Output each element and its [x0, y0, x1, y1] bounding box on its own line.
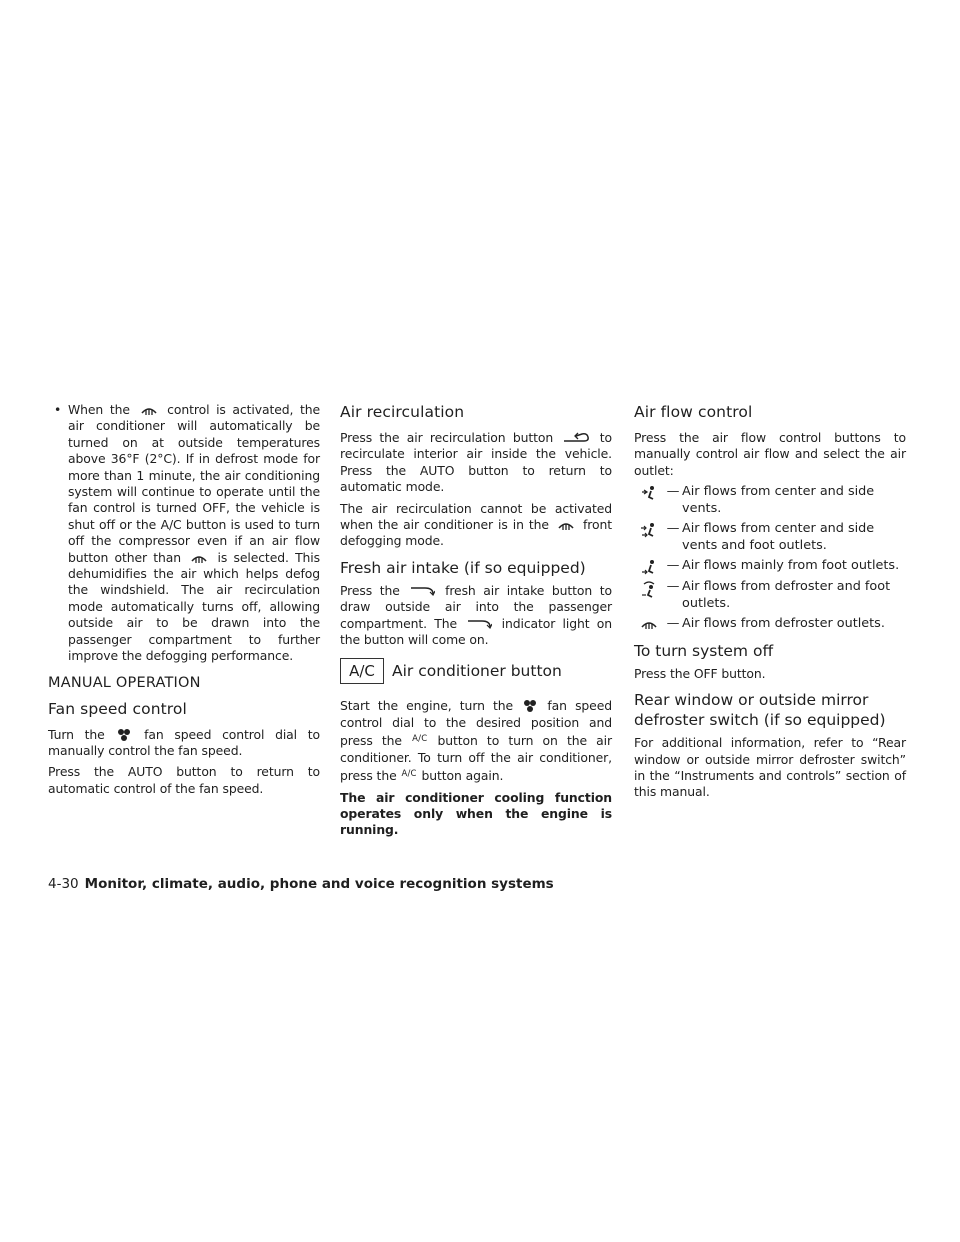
defrost-icon — [634, 616, 664, 631]
air-flow-item-text: Air flows from defroster outlets. — [682, 616, 885, 632]
air-flow-item-text: Air flows from center and side vents and foot outlets. — [682, 521, 875, 553]
ac-inline-icon: A/C — [401, 769, 417, 780]
fan-icon — [117, 728, 131, 742]
fan-speed-paragraph-1 — [48, 727, 320, 760]
air-flow-heading: Air flow control — [634, 403, 753, 421]
dash: — — [666, 579, 680, 595]
fresh-air-icon — [466, 617, 492, 631]
fresh-p1-post: indicator light on the button will come on. — [340, 615, 612, 648]
ac-paragraph — [340, 698, 612, 784]
rear-defroster-heading: Rear window or outside mirror defroster switch (if so equipped) — [634, 691, 886, 730]
page-number: 4-30 — [48, 876, 79, 892]
vent-foot-icon — [634, 558, 664, 575]
page-footer — [48, 876, 554, 892]
air-flow-item-text: Air flows from center and side vents. — [682, 484, 875, 516]
recirc-paragraph-2 — [340, 501, 612, 550]
vent-face-foot-icon — [634, 521, 664, 538]
recirc-p2-post: front defogging mode. — [340, 517, 612, 549]
dash: — — [666, 484, 680, 500]
ac-p1-post: button again. — [421, 768, 504, 784]
ac-heading — [340, 658, 612, 684]
air-flow-item-text: Air flows mainly from foot outlets. — [682, 558, 900, 574]
fan-speed-paragraph-2: Press the AUTO button to return to automatic control of the fan speed. — [48, 764, 320, 796]
defrost-icon — [556, 518, 576, 532]
fan-icon — [523, 699, 537, 713]
column-right — [634, 402, 906, 806]
bullet-text-pre: When the — [68, 402, 130, 417]
recirc-p1-pre: Press the air recirculation button — [340, 430, 554, 445]
fresh-p1-mid: fresh air intake button to draw outside air into the passenger compartment. The — [340, 582, 613, 631]
ac-p1-mid: fan speed control dial to the desired position and press the — [340, 698, 612, 749]
ac-inline-icon: A/C — [412, 734, 428, 745]
ac-button-icon: A/C — [340, 658, 384, 684]
bullet-text-post: is selected. This dehumidifies the air which helps defog the windshield. The air recirculation mode automatically turns off, allowing outside air to be drawn into the passenger compartment to further improve the defogging performance. — [68, 549, 320, 664]
dash: — — [666, 558, 680, 574]
rear-defroster-paragraph: For additional information, refer to “Rear window or outside mirror defroster switch” in the “Instruments and controls” section of this manual. — [634, 735, 906, 800]
recirculation-icon — [562, 431, 590, 445]
ac-p1-mid2: button to turn on the air conditioner. To turn off the air conditioner, press the — [340, 733, 612, 784]
vent-face-icon — [634, 484, 664, 501]
bullet-dot: • — [54, 402, 62, 417]
manual-operation-heading: MANUAL OPERATION — [48, 674, 201, 691]
section-title: Monitor, climate, audio, phone and voice recognition systems — [84, 876, 554, 892]
defrost-icon — [189, 551, 209, 565]
dash: — — [666, 616, 680, 632]
column-middle — [340, 402, 612, 844]
dash: — — [666, 521, 680, 537]
defrost-icon — [139, 403, 159, 417]
recirc-p1-post: to recirculate interior air inside the vehicle. Press the AUTO button to return to automatic mode. — [340, 430, 612, 495]
column-left — [48, 402, 320, 802]
air-flow-item — [634, 579, 906, 612]
air-flow-item — [634, 558, 906, 575]
air-flow-item — [634, 484, 906, 517]
air-flow-intro: Press the air flow control buttons to manually control air flow and select the air outlet: — [634, 430, 906, 478]
turn-off-paragraph: Press the OFF button. — [634, 665, 766, 681]
recirc-p2-pre: The air recirculation cannot be activated when the air conditioner is in the — [340, 500, 612, 533]
fan-p1-post: fan speed control dial to manually control the fan speed. — [48, 726, 320, 758]
air-recirculation-heading: Air recirculation — [340, 403, 465, 421]
air-flow-item — [634, 521, 906, 554]
fan-p1-pre: Turn the — [48, 726, 105, 742]
ac-heading-label: Air conditioner button — [392, 662, 562, 681]
recirc-paragraph-1 — [340, 430, 612, 496]
fresh-air-heading: Fresh air intake (if so equipped) — [340, 558, 586, 577]
fresh-p1-pre: Press the — [340, 582, 400, 598]
air-flow-item-text: Air flows from defroster and foot outlets. — [682, 579, 891, 611]
fresh-air-icon — [409, 584, 435, 598]
bullet-text-mid: control is activated, the air conditioner will automatically be turned on at outside temperatures above 36°F (2°C). If in defrost mode for more than 1 minute, the air conditioning system will continue to operate until the fan control is turned OFF, the vehicle is shut off or the A/C button is used to turn off the compressor even if an air flow button other than — [68, 402, 321, 565]
ac-p1-pre: Start the engine, turn the — [340, 698, 514, 714]
fresh-air-paragraph — [340, 583, 612, 649]
vent-defrost-foot-icon — [634, 579, 664, 598]
ac-warning-bold: The air conditioner cooling function operates only when the engine is running. — [340, 789, 612, 838]
fan-speed-heading: Fan speed control — [48, 699, 187, 718]
air-flow-item — [634, 616, 906, 633]
defrost-bullet — [48, 402, 320, 665]
turn-off-heading: To turn system off — [634, 641, 774, 660]
